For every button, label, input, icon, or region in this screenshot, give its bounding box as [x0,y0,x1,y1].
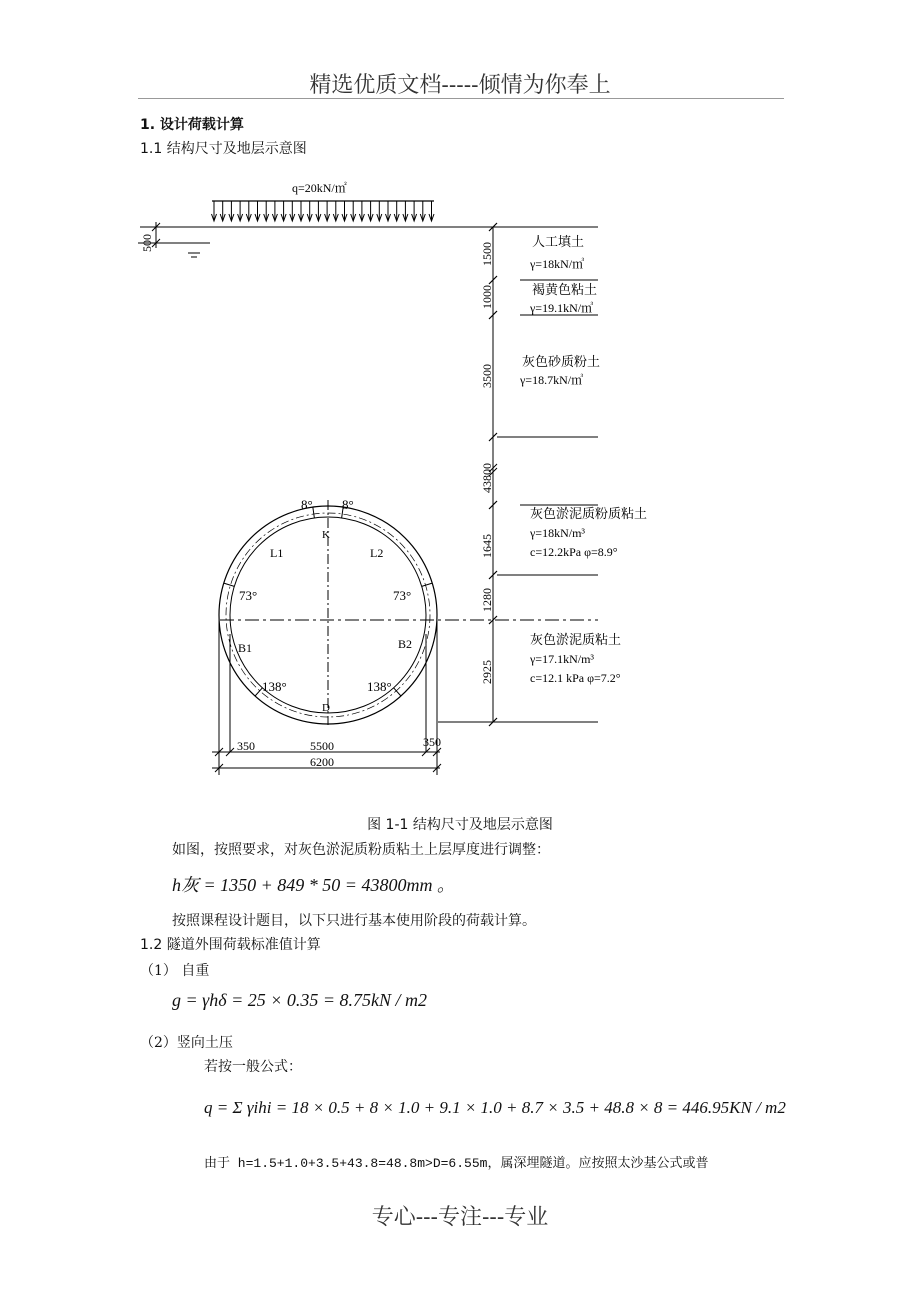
layer-3-name: 灰色砂质粉土 [522,354,601,369]
layer-5-params: c=12.2kPa φ=8.9° [530,545,618,559]
layer-3-gamma: γ=18.7kN/㎥ [520,373,584,387]
angle-bot-right: 138° [367,679,392,694]
section-heading-1: 1. 设计荷载计算 [140,117,244,133]
layer-1-name: 人工填土 [532,234,585,249]
segment-joint [313,507,315,518]
paragraph-deep-tunnel: 由于 h=1.5+1.0+3.5+43.8=48.8m>D=6.55m，属深埋隧道。应按照太沙基公式或普 [204,1156,709,1171]
section-heading-1-1: 1.1 结构尺寸及地层示意图 [140,141,307,157]
layer-2-gamma: γ=19.1kN/㎥ [530,301,594,315]
segment-label-l1: L1 [270,546,284,560]
layer-thickness-3: 3500 [480,364,494,388]
segment-joint [224,583,235,586]
layer-7-name: 灰色淤泥质粘土 [530,632,622,647]
item-vertical-pressure: （2）竖向土压 [140,1035,233,1051]
layer-thickness-7: 2925 [480,660,494,684]
dim-right: 350 [423,735,441,749]
layer-thickness-1: 1500 [480,242,494,266]
angle-top-left: 8° [301,497,313,512]
structure-stratum-figure [0,170,920,810]
distributed-load-arrows [212,201,435,221]
layer-thickness-4: 43800 [480,463,494,493]
paragraph-general-formula: 若按一般公式： [204,1059,302,1075]
layer-thickness-2: 1000 [480,285,494,309]
layer-5-gamma: γ=18kN/m³ [530,526,586,540]
header-rule [138,98,784,99]
angle-mid-right: 73° [393,588,412,603]
segment-label-d: D [322,702,330,714]
segment-joint [422,583,433,586]
dim-total: 6200 [310,755,334,769]
segment-label-k: K [322,529,330,541]
layer-7-gamma: γ=17.1kN/m³ [530,652,595,666]
paragraph-scope: 按照课程设计题目，以下只进行基本使用阶段的荷载计算。 [172,913,536,929]
angle-bot-left: 138° [262,679,287,694]
paragraph-adjust: 如图，按照要求，对灰色淤泥质粉质粘土上层厚度进行调整： [172,842,550,858]
layer-5-name: 灰色淤泥质粉质粘土 [530,506,648,521]
equation-q: q = Σ γihi = 18 × 0.5 + 8 × 1.0 + 9.1 × 1.0 + 8.7 × 3.5 + 48.8 × 8 = 446.95KN / m2 [204,1098,786,1117]
segment-label-b2: B2 [398,637,413,651]
angle-mid-left: 73° [239,588,258,603]
page-header: 精选优质文档-----倾情为你奉上 [309,73,611,98]
dim-left: 350 [237,739,255,753]
item-self-weight: （1） 自重 [140,963,210,979]
layer-thickness-5: 1645 [480,534,494,558]
angle-top-right: 8° [342,497,354,512]
left-depth-label: 500 [140,234,154,252]
equation-h: h灰 = 1350 + 849 * 50 = 43800mm 。 [172,875,455,895]
layer-thickness-6: 1280 [480,588,494,612]
dim-mid: 5500 [310,739,334,753]
layer-7-params: c=12.1 kPa φ=7.2° [530,671,621,685]
load-label: q=20kN/㎡ [292,181,347,195]
figure-caption: 图 1-1 结构尺寸及地层示意图 [367,817,553,833]
section-heading-1-2: 1.2 隧道外围荷载标准值计算 [140,937,321,953]
layer-2-name: 褐黄色粘土 [532,282,598,297]
layer-1-gamma: γ=18kN/㎥ [530,257,585,271]
page-footer: 专心---专注---专业 [371,1205,549,1230]
segment-label-b1: B1 [238,641,253,655]
segment-label-l2: L2 [370,546,384,560]
equation-g: g = γhδ = 25 × 0.35 = 8.75kN / m2 [172,990,428,1010]
